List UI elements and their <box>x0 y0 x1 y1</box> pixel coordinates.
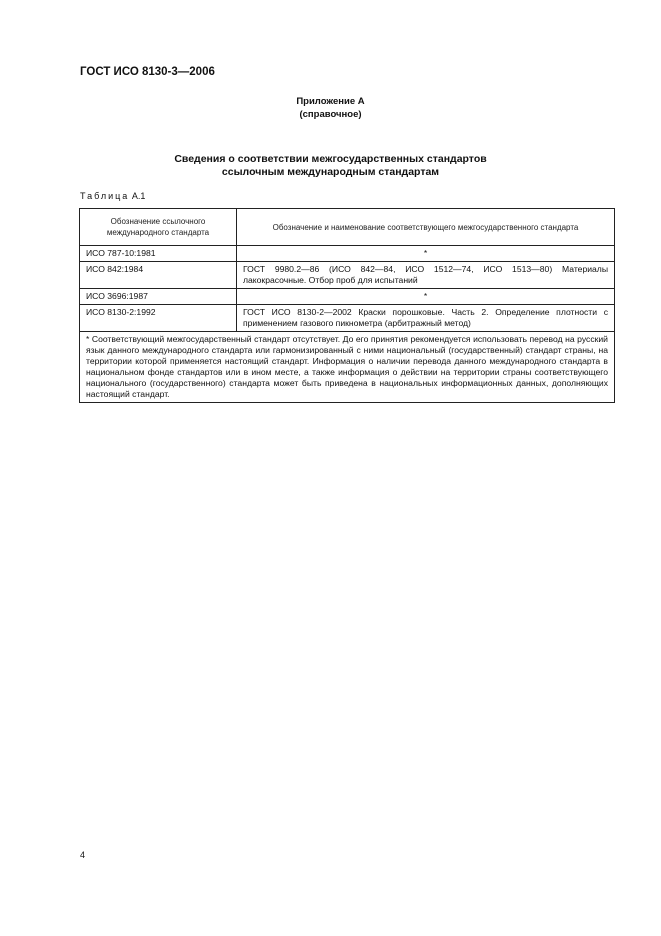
header-gost-standard: Обозначение и наименование соответствующего межгосударственного стандарта <box>237 209 615 246</box>
table-caption <box>80 191 145 201</box>
table-row <box>80 305 615 332</box>
table-row <box>80 289 615 305</box>
section-title <box>0 153 661 179</box>
table-row <box>80 246 615 262</box>
correspondence-table <box>79 208 615 403</box>
section-title-line-2: ссылочным международным стандартам <box>221 166 440 178</box>
table-caption-word: Таблица <box>80 191 130 201</box>
ref-standard-cell: ИСО 8130-2:1992 <box>80 305 237 332</box>
table-footnote: * Соответствующий межгосударственный стандарт отсутствует. До его принятия рекомендуется использовать перевод на русский язык данного международного стандарта или гармонизированный с ними национальный (государственный) стандарт страны, на территории которой применяется настоящий стандарт. Информация о наличии перевода данного международного стандарта в национальном фонде стандартов или в ином месте, а также информация о действии на территории страны соответствующего национального (государственного) стандарта может быть приведена в национальных информационных данных, дополняющих настоящий стандарт. <box>80 332 615 403</box>
section-title-line-1: Сведения о соответствии межгосударственных стандартов <box>174 153 487 165</box>
ref-standard-cell: ИСО 842:1984 <box>80 262 237 289</box>
table-caption-number: А.1 <box>131 191 146 201</box>
table-footnote-row <box>80 332 615 403</box>
ref-standard-cell: ИСО 787-10:1981 <box>80 246 237 262</box>
table-row <box>80 262 615 289</box>
gost-standard-cell: * <box>237 246 615 262</box>
ref-standard-cell: ИСО 3696:1987 <box>80 289 237 305</box>
appendix-title: Приложение А <box>296 96 365 107</box>
page-number: 4 <box>80 850 86 860</box>
table-header-row <box>80 209 615 246</box>
document-code: ГОСТ ИСО 8130-3—2006 <box>80 66 215 78</box>
gost-standard-cell: * <box>237 289 615 305</box>
gost-standard-cell: ГОСТ 9980.2—86 (ИСО 842—84, ИСО 1512—74, ИСО 1513—80) Материалы лакокрасочные. Отбор проб для испытаний <box>237 262 615 289</box>
header-ref-standard: Обозначение ссылочного международного стандарта <box>80 209 237 246</box>
appendix-heading <box>0 95 661 121</box>
gost-standard-cell: ГОСТ ИСО 8130-2—2002 Краски порошковые. Часть 2. Определение плотности с применением газового пикнометра (арбитражный метод) <box>237 305 615 332</box>
appendix-subtitle: (справочное) <box>299 109 362 120</box>
